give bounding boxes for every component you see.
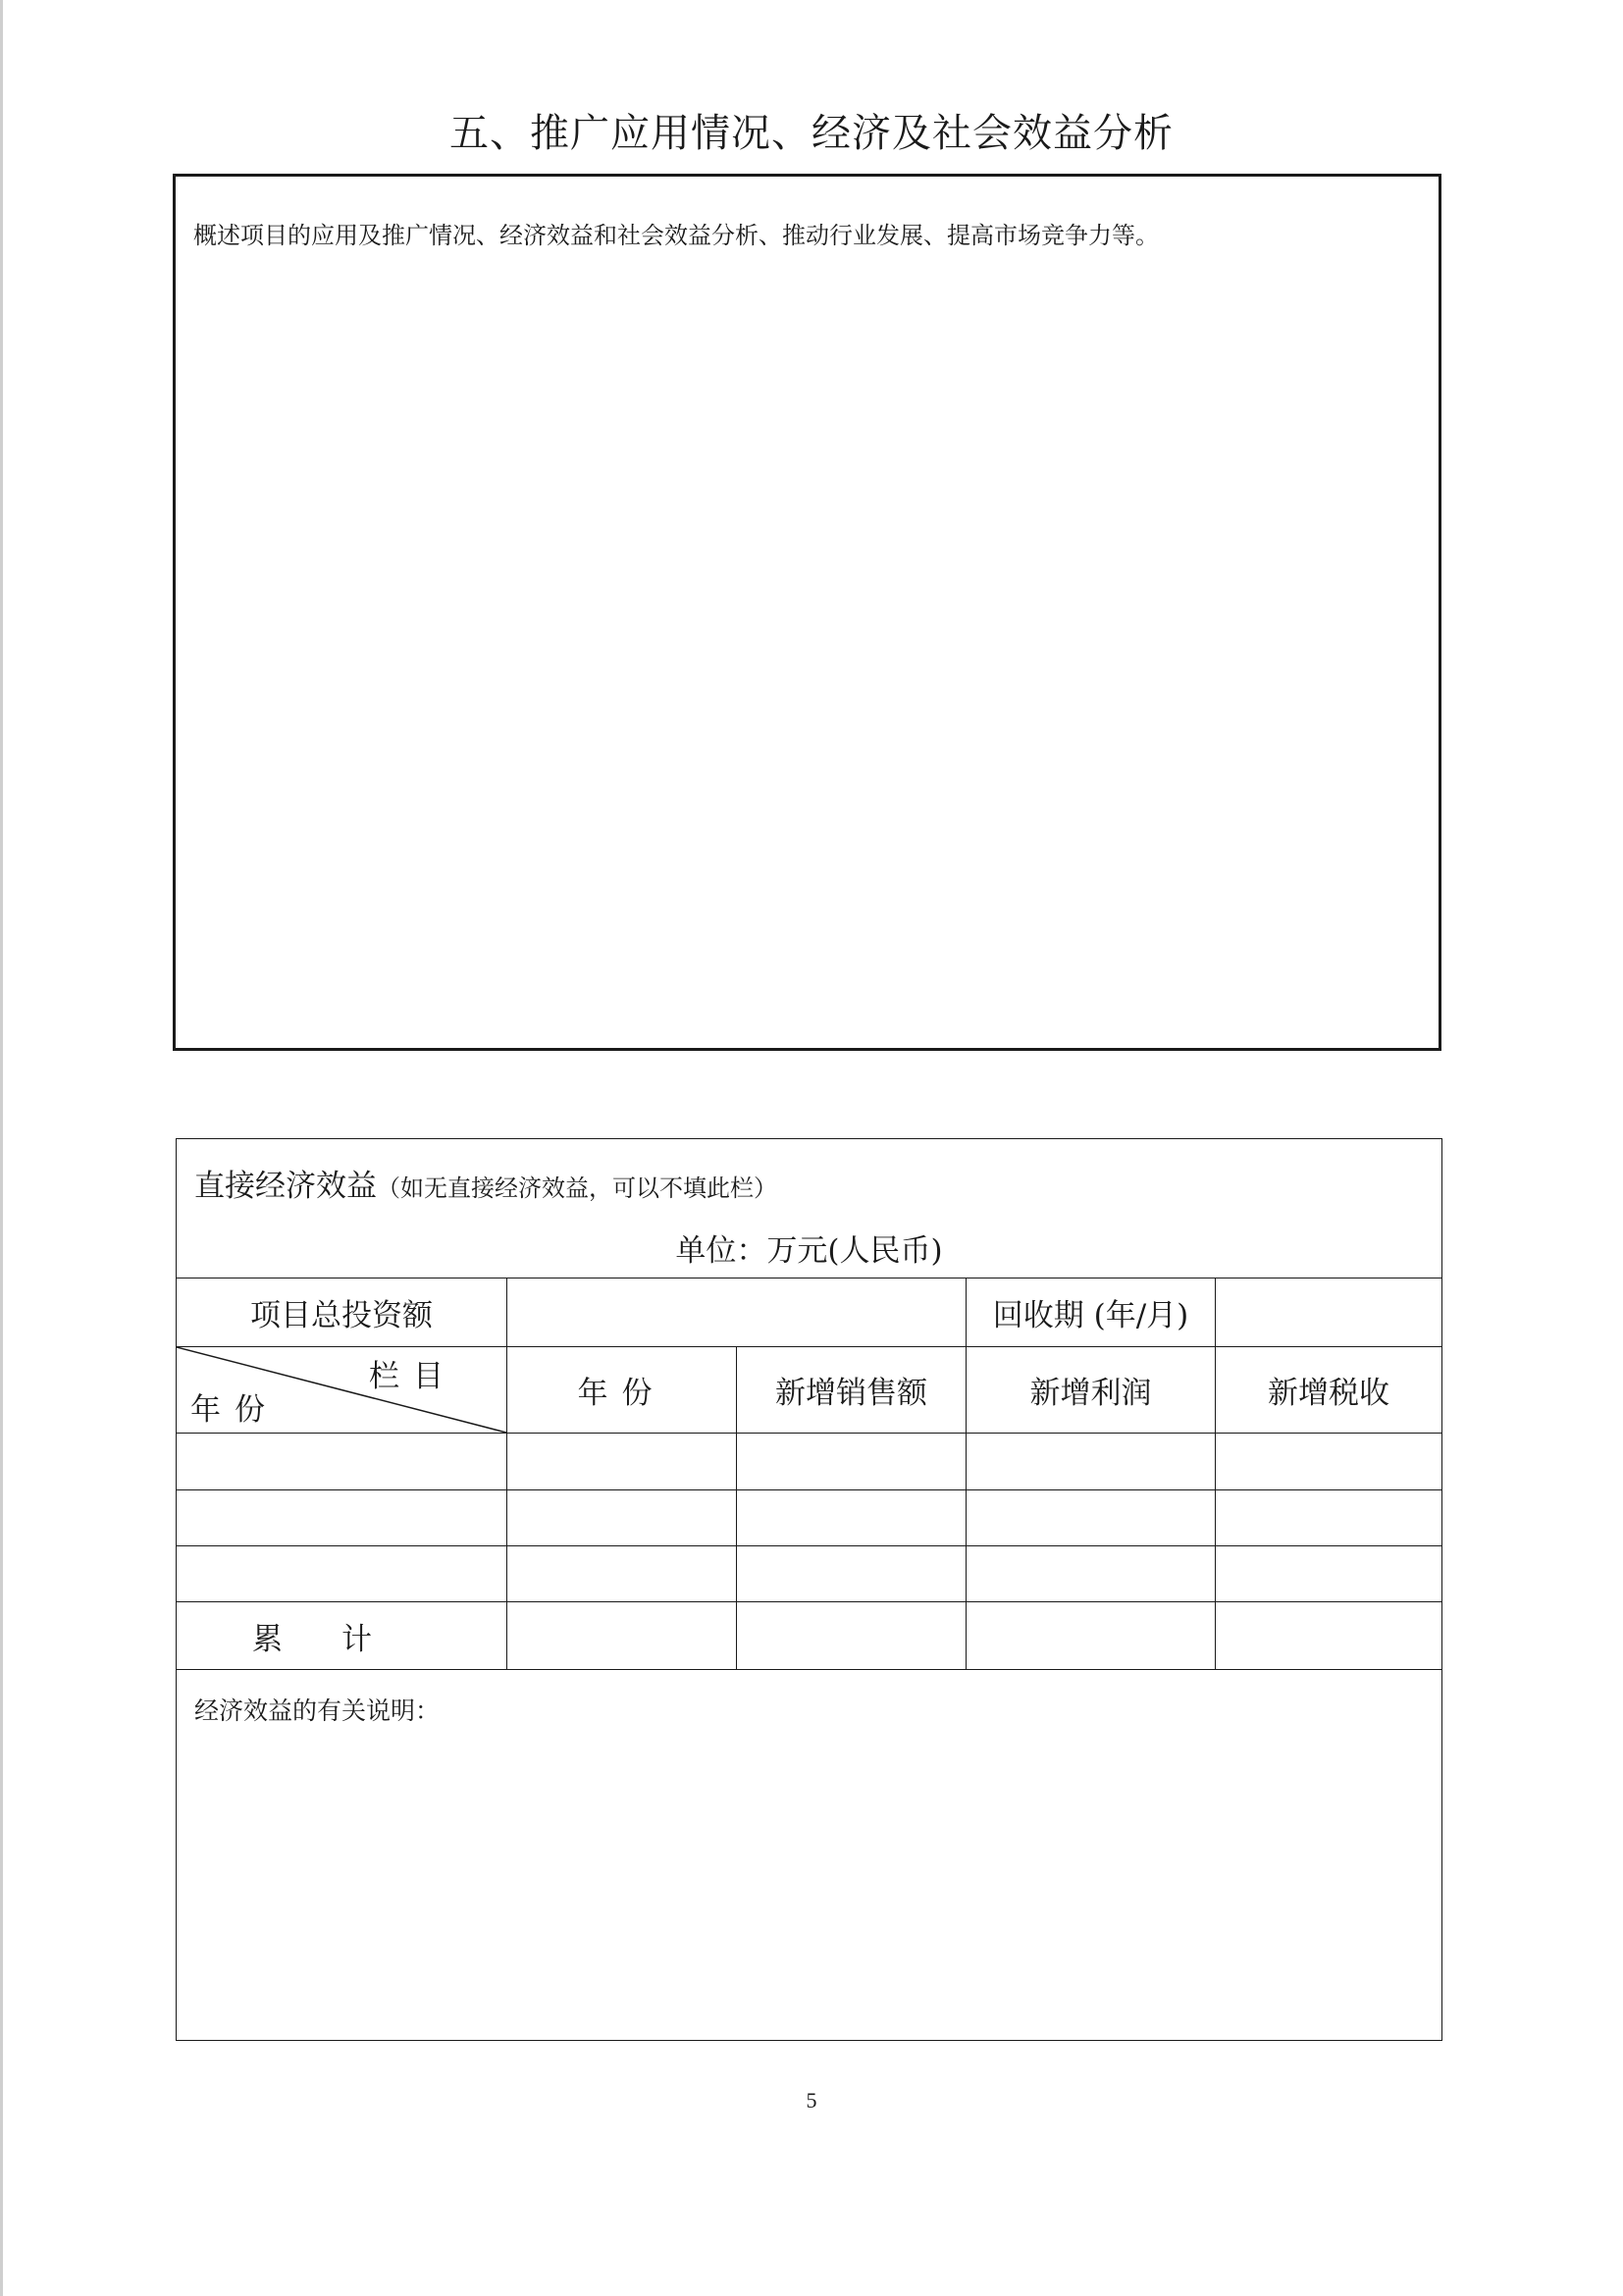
total-investment-input[interactable]: [507, 1278, 967, 1347]
section-title: 五、推广应用情况、经济及社会效益分析: [449, 111, 1174, 156]
table-unit: 单位：万元(人民币): [675, 1233, 943, 1269]
diag-column-label: 栏目: [369, 1359, 457, 1394]
diagonal-header-cell: [177, 1347, 507, 1434]
page-number: 5: [806, 2088, 817, 2113]
table-cell[interactable]: [1216, 1490, 1442, 1546]
col-header-new-profit: 新增利润: [967, 1347, 1216, 1434]
total-cell[interactable]: [967, 1602, 1216, 1670]
table-cell[interactable]: [177, 1546, 507, 1602]
payback-label: 回收期 (年/月): [967, 1278, 1216, 1347]
economic-benefit-table: [176, 1138, 1442, 2041]
total-cell[interactable]: [737, 1602, 967, 1670]
table-title: [194, 1161, 777, 1205]
total-cell[interactable]: [1216, 1602, 1442, 1670]
table-cell[interactable]: [967, 1434, 1216, 1490]
table-cell[interactable]: [507, 1490, 737, 1546]
table-row: [177, 1546, 1442, 1602]
analysis-hint: 概述项目的应用及推广情况、经济效益和社会效益分析、推动行业发展、提高市场竞争力等。: [193, 222, 1159, 249]
col-header-new-tax: 新增税收: [1216, 1347, 1442, 1434]
table-cell[interactable]: [967, 1490, 1216, 1546]
table-cell[interactable]: [737, 1490, 967, 1546]
page-edge: [0, 0, 3, 2296]
table-cell[interactable]: [1216, 1434, 1442, 1490]
total-investment-label: 项目总投资额: [177, 1278, 507, 1347]
diag-row-label: 年份: [190, 1392, 279, 1428]
table-cell[interactable]: [967, 1546, 1216, 1602]
table-cell[interactable]: [177, 1434, 507, 1490]
table-cell[interactable]: [1216, 1546, 1442, 1602]
table-cell[interactable]: [737, 1434, 967, 1490]
table-header: [177, 1139, 1442, 1278]
table-row: [177, 1490, 1442, 1546]
table-cell[interactable]: [177, 1490, 507, 1546]
total-row: [177, 1602, 1442, 1670]
notes-label: 经济效益的有关说明：: [194, 1696, 441, 1725]
col-header-year: 年份: [507, 1347, 737, 1434]
analysis-text-box[interactable]: [173, 174, 1441, 1051]
total-label: 累计: [177, 1602, 507, 1670]
table-row: [177, 1434, 1442, 1490]
table-note: （如无直接经济效益，可以不填此栏）: [377, 1174, 777, 1202]
table-cell[interactable]: [507, 1434, 737, 1490]
table-cell[interactable]: [507, 1546, 737, 1602]
table-title-text: 直接经济效益: [194, 1169, 377, 1204]
table-cell[interactable]: [737, 1546, 967, 1602]
economic-notes-box[interactable]: [177, 1670, 1442, 2041]
payback-input[interactable]: [1216, 1278, 1442, 1347]
total-cell[interactable]: [507, 1602, 737, 1670]
col-header-new-sales: 新增销售额: [737, 1347, 967, 1434]
